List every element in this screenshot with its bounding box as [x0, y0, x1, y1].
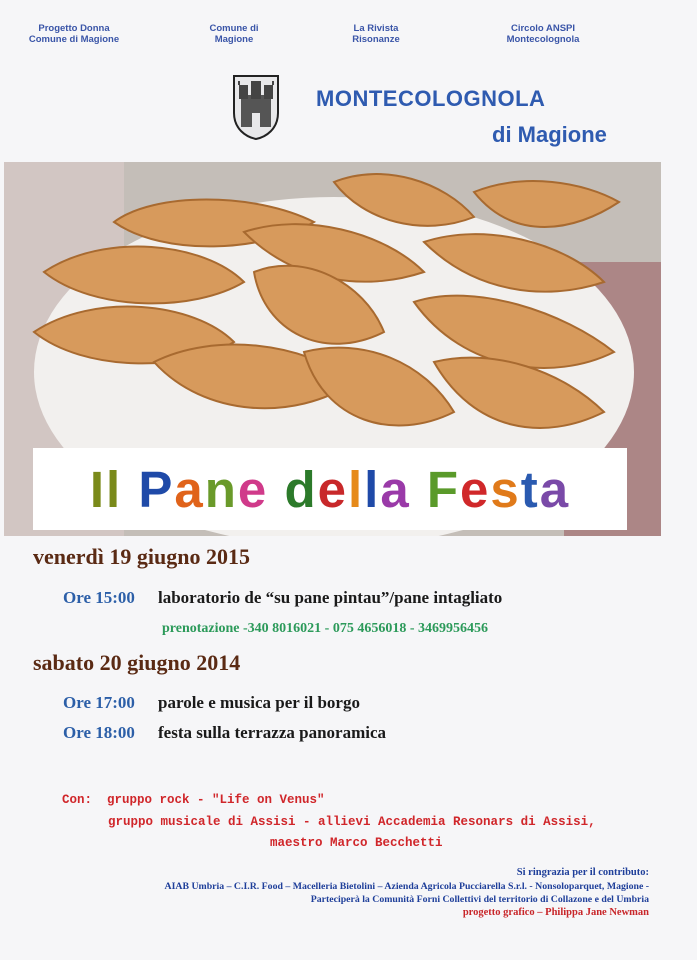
banner-letter: e — [237, 460, 269, 518]
sponsors-list: AIAB Umbria – C.I.R. Food – Macelleria Bietolini – Azienda Agricola Pucciarella S.r.l. - Nonsoloparquet, Magione - — [164, 881, 649, 892]
banner-letter: a — [174, 460, 205, 518]
day2-time-2: Ore 18:00 — [63, 723, 135, 742]
banner-letter: s — [490, 460, 521, 518]
banner-letter: l — [348, 460, 365, 518]
day1-event: laboratorio de “su pane pintau”/pane intagliato — [158, 588, 503, 607]
banner-letter — [268, 460, 284, 519]
banner-letter: F — [426, 460, 461, 518]
performers-line-2: gruppo musicale di Assisi - allievi Accademia Resonars di Assisi, — [108, 815, 596, 829]
day2-time-1: Ore 17:00 — [63, 693, 135, 712]
organizer-anspi: Circolo ANSPI Montecolognola — [506, 23, 580, 45]
organizer-comune: Comune di Magione — [209, 23, 259, 45]
performers-line-1: Con: gruppo rock - "Life on Venus" — [62, 793, 325, 807]
banner-letter: a — [539, 460, 571, 518]
page-title: MONTECOLOGNOLA — [316, 86, 546, 111]
day1-date: venerdì 19 giugno 2015 — [33, 544, 250, 569]
banner-letter: a — [380, 460, 411, 518]
page-subtitle: di Magione — [492, 122, 607, 147]
banner-letter: n — [204, 460, 238, 518]
event-title-banner — [33, 448, 627, 530]
organizer-progetto-donna: Progetto Donna Comune di Magione — [28, 23, 120, 45]
banner-letter: I — [89, 460, 107, 518]
banner-letter: t — [520, 460, 540, 518]
performers-line-3: maestro Marco Becchetti — [270, 836, 443, 850]
day2-event-1: parole e musica per il borgo — [158, 693, 360, 712]
banner-letter — [122, 460, 138, 519]
banner-letter: d — [284, 460, 318, 518]
banner-letter: l — [106, 460, 123, 518]
banner-letter: P — [138, 460, 175, 518]
banner-letter: l — [364, 460, 381, 518]
day2-date: sabato 20 giugno 2014 — [33, 650, 241, 675]
coat-of-arms-icon — [231, 73, 281, 141]
banner-letter: e — [460, 460, 491, 518]
day1-time: Ore 15:00 — [63, 588, 135, 607]
thanks-heading: Si ringrazia per il contributo: — [516, 867, 649, 878]
day2-event-2: festa sulla terrazza panoramica — [158, 723, 387, 742]
banner-letter — [411, 460, 427, 519]
booking-info: prenotazione -340 8016021 - 075 4656018 - 3469956456 — [162, 621, 488, 636]
design-credit: progetto grafico – Philippa Jane Newman — [462, 907, 649, 918]
organizer-rivista: La Rivista Risonanze — [352, 23, 400, 45]
banner-letter: e — [317, 460, 348, 518]
participation-note: Parteciperà la Comunità Forni Collettivi del territorio di Collazone e del Umbria — [310, 894, 649, 905]
